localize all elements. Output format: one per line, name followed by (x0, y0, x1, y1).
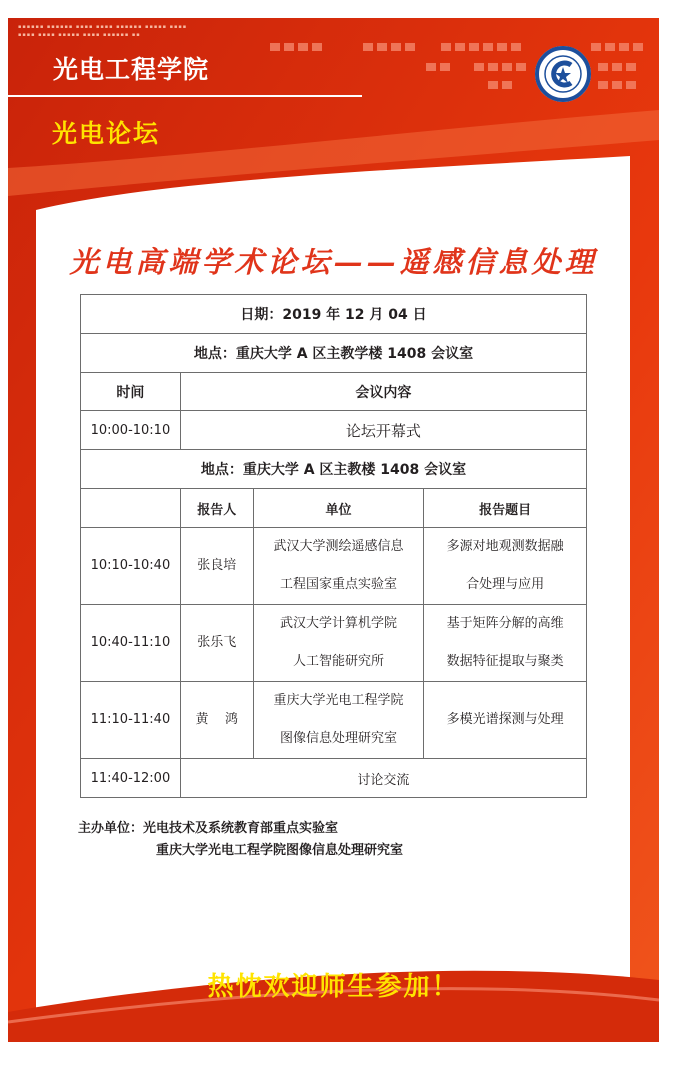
unit-line: 工程国家重点实验室 (280, 577, 398, 592)
header-speaker: 报告人 (180, 489, 253, 528)
location-cell: 地点：重庆大学 A 区主教学楼 1408 会议室 (81, 334, 587, 373)
organizer-line: 主办单位：光电技术及系统教育部重点实验室 (78, 821, 339, 836)
time-cell: 10:40-11:10 (81, 605, 181, 682)
divider (8, 95, 362, 97)
college-name: 光电工程学院 (53, 55, 210, 84)
header-content: 会议内容 (180, 373, 586, 411)
table-row (81, 528, 587, 605)
welcome-text: 热忱欢迎师生参加！ (207, 972, 460, 1002)
topic-cell (424, 605, 587, 682)
organizer-line: 重庆大学光电工程学院图像信息处理研究室 (156, 843, 404, 858)
university-logo-icon (534, 45, 592, 103)
table-row (81, 605, 587, 682)
table-row (81, 450, 587, 489)
table-row (81, 682, 587, 759)
table-row (81, 334, 587, 373)
content-cell: 讨论交流 (180, 759, 586, 798)
location-cell: 地点：重庆大学 A 区主教楼 1408 会议室 (81, 450, 587, 489)
decorative-text: ▪▪▪▪▪▪ ▪▪▪▪▪▪ ▪▪▪▪ ▪▪▪▪ ▪▪▪▪▪▪ ▪▪▪▪▪ ▪▪▪▪ ▪▪▪▪ ▪▪▪▪ ▪▪▪▪▪ ▪▪▪▪ ▪▪▪▪▪▪ ▪▪ (18, 24, 188, 38)
header-unit: 单位 (253, 489, 424, 528)
time-cell: 11:40-12:00 (81, 759, 181, 798)
poster (8, 18, 659, 1042)
topic-line: 合处理与应用 (466, 577, 545, 592)
table-row (81, 373, 587, 411)
table-row (81, 411, 587, 450)
unit-line: 人工智能研究所 (293, 654, 385, 669)
header-time: 时间 (81, 373, 181, 411)
forum-label: 光电论坛 (52, 119, 161, 148)
unit-cell (253, 605, 424, 682)
agenda-table (80, 294, 587, 798)
topic-cell: 多模光谱探测与处理 (424, 682, 587, 759)
topic-line: 数据特征提取与聚类 (446, 654, 564, 669)
unit-cell (253, 528, 424, 605)
speaker-cell: 张乐飞 (180, 605, 253, 682)
table-row (81, 489, 587, 528)
unit-line: 重庆大学光电工程学院 (273, 693, 404, 708)
speaker-cell: 张良培 (180, 528, 253, 605)
unit-line: 武汉大学测绘遥感信息 (273, 539, 404, 554)
table-row (81, 759, 587, 798)
unit-cell (253, 682, 424, 759)
topic-cell (424, 528, 587, 605)
topic-line: 多源对地观测数据融 (446, 539, 564, 554)
time-cell: 10:00-10:10 (81, 411, 181, 450)
unit-line: 武汉大学计算机学院 (280, 616, 398, 631)
speaker-cell: 黄 鸿 (180, 682, 253, 759)
date-cell: 日期：2019 年 12 月 04 日 (81, 295, 587, 334)
organizer (78, 818, 403, 862)
table-row (81, 295, 587, 334)
time-cell: 10:10-10:40 (81, 528, 181, 605)
headline: 光电高端学术论坛——遥感信息处理 (69, 245, 598, 279)
header-topic: 报告题目 (424, 489, 587, 528)
content-cell: 论坛开幕式 (180, 411, 586, 450)
empty-cell (81, 489, 181, 528)
time-cell: 11:10-11:40 (81, 682, 181, 759)
unit-line: 图像信息处理研究室 (280, 731, 398, 746)
topic-line: 基于矩阵分解的高维 (446, 616, 564, 631)
